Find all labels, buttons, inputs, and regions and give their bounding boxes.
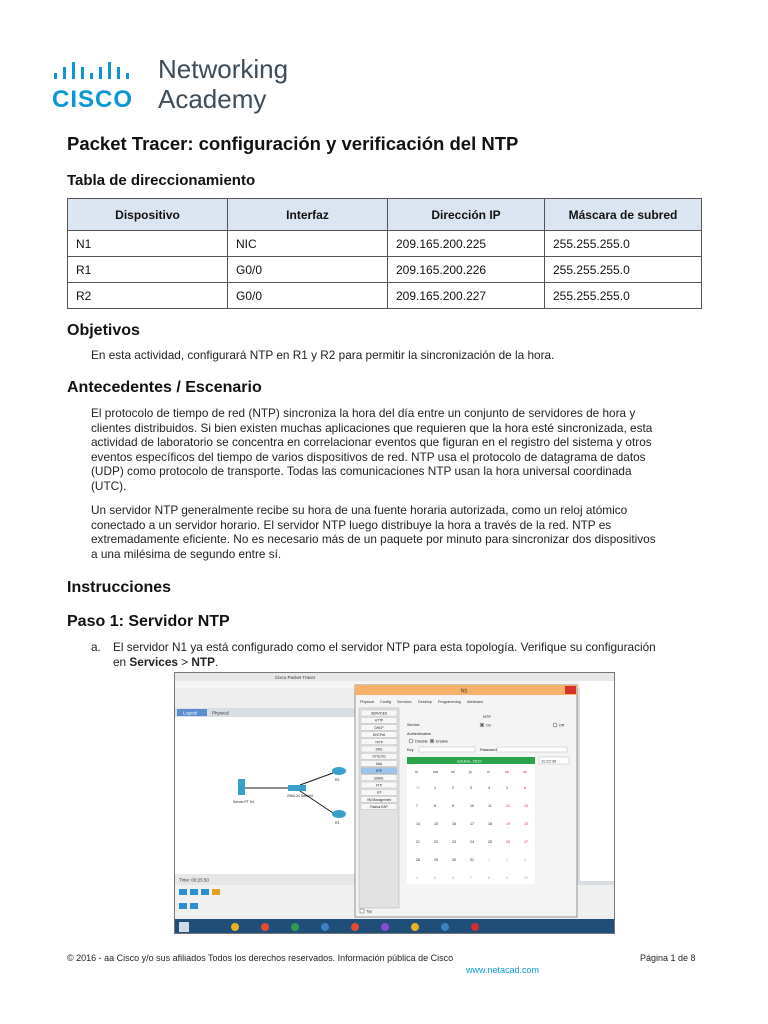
auth-enable-dot	[431, 740, 433, 742]
service-item-label: DHCPv6	[372, 733, 386, 738]
objectives-text: En esta actividad, configurará NTP en R1 y R2 para permitir la sincronización de la hora.	[91, 348, 555, 362]
calendar-day[interactable]: 12	[506, 804, 510, 808]
table-cell: G0/0	[228, 283, 388, 309]
table-cell: 209.165.200.225	[388, 231, 545, 257]
ntp-label: NTP	[483, 714, 491, 719]
tab-attributes[interactable]: Attributes	[467, 700, 484, 704]
weekday-label: vi	[487, 770, 490, 774]
service-item-label: NTP	[375, 769, 383, 774]
calendar-day[interactable]: 8	[488, 876, 490, 880]
service-item-label: EMAIL	[374, 776, 384, 781]
service-item-label: IoT	[376, 790, 382, 795]
service-item-label: FTP	[375, 783, 383, 788]
service-item-label: SYSLOG	[372, 754, 386, 759]
table-cell: 255.255.255.0	[545, 283, 702, 309]
weekday-label: lu	[415, 770, 418, 774]
col-header: Máscara de subred	[545, 199, 702, 231]
table-row	[68, 231, 702, 257]
auth-enable-label: Enable	[436, 739, 448, 744]
footer-copyright: © 2016 - aa Cisco y/o sus afiliados Todos los derechos reservados. Información pública de Cisco	[67, 953, 454, 963]
ntp-emphasis: NTP	[191, 655, 216, 669]
server-icon[interactable]	[238, 779, 245, 795]
n1-title: N1	[461, 688, 468, 695]
calendar-day[interactable]: 17	[470, 822, 474, 826]
calendar-day[interactable]: 1	[434, 786, 436, 790]
key-label: Key	[407, 748, 414, 752]
instructions-heading: Instrucciones	[67, 579, 172, 596]
palette-hub-icon[interactable]	[201, 889, 209, 895]
background-paragraph-2	[91, 503, 706, 561]
item-text	[113, 640, 708, 670]
calendar-day[interactable]: 19	[506, 822, 510, 826]
table-cell: 209.165.200.227	[388, 283, 545, 309]
calendar-day[interactable]: 13	[524, 804, 528, 808]
text-prefix: en	[113, 655, 130, 669]
service-item-label: AAA	[375, 761, 383, 766]
tab-desktop[interactable]: Desktop	[418, 700, 432, 704]
tab-services[interactable]: Services	[397, 700, 412, 704]
auth-disable-radio[interactable]	[409, 739, 413, 743]
calendar-day[interactable]: 24	[470, 840, 474, 844]
r2-label: R2	[335, 778, 340, 782]
taskbar-app-icon[interactable]	[381, 923, 389, 931]
text-line: (UTC).	[91, 478, 127, 493]
addressing-table	[67, 198, 702, 309]
table-cell: 255.255.255.0	[545, 257, 702, 283]
page-title: Packet Tracer: configuración y verificación del NTP	[67, 133, 519, 154]
password-input[interactable]	[497, 747, 567, 752]
table-cell: R1	[68, 257, 228, 283]
taskbar-app-icon[interactable]	[411, 923, 419, 931]
calendar-day[interactable]: 10	[524, 876, 528, 880]
taskbar-app-icon[interactable]	[321, 923, 329, 931]
weekday-label: mi	[451, 770, 455, 774]
text-line: eventos específicos del tiempo de varios dispositivos de red. NTP usa el protocolo de datagrama de datos	[91, 449, 646, 464]
tab-config[interactable]: Config	[380, 700, 391, 704]
logo-networking: Networking	[158, 54, 289, 84]
text-line: (UDP) como protocolo de transporte. Todas las comunicaciones NTP usan la hora universal coordinada	[91, 464, 632, 479]
calendar-day[interactable]: 15	[434, 822, 438, 826]
r1-label: R1	[335, 821, 340, 825]
service-item-label: SERVICES	[370, 711, 388, 716]
objectives-heading: Objetivos	[67, 322, 140, 339]
calendar-day[interactable]: 30	[416, 786, 420, 790]
switch-icon[interactable]	[288, 785, 306, 791]
router-r1-icon[interactable]	[332, 810, 346, 818]
cisco-wordmark: CISCO	[52, 86, 134, 113]
taskbar-app-icon[interactable]	[441, 923, 449, 931]
col-header: Dirección IP	[388, 199, 545, 231]
weekday-label: ju	[469, 770, 472, 774]
table-cell: G0/0	[228, 257, 388, 283]
top-label: Top	[366, 909, 373, 914]
calendar-day[interactable]: 23	[452, 840, 456, 844]
service-item-label: Radius EAP	[370, 805, 388, 810]
calendar-day[interactable]: 6	[452, 876, 454, 880]
taskbar-app-icon[interactable]	[231, 923, 239, 931]
switch-label: 2960-24 Switch0	[287, 794, 314, 798]
col-header: Dispositivo	[68, 199, 228, 231]
time-label: Time: 00:25:50	[179, 877, 209, 883]
service-on-dot	[481, 724, 483, 726]
weekday-label: do	[523, 770, 527, 774]
footer-page: Página 1 de 8	[640, 953, 696, 963]
text-line: conectado a un servidor horario. El servidor NTP luego distribuye la hora a través de la red. NTP es	[91, 517, 612, 532]
text-line: extremadamente eficiente. No es necesario más de un paquete por minuto para sincronizar dos dispositivos	[91, 532, 656, 547]
service-item-label: DHCP	[374, 725, 384, 730]
pt-title: Cisco Packet Tracer	[275, 675, 316, 680]
table-cell: 209.165.200.226	[388, 257, 545, 283]
calendar-day[interactable]: 31	[470, 858, 474, 862]
server-label: Server-PT N1	[233, 800, 255, 804]
palette-laptop-icon[interactable]	[190, 903, 198, 909]
service-off-radio[interactable]	[553, 723, 557, 727]
auth-disable-label: Disable	[415, 739, 428, 744]
text-line: actividad de laboratorio se concentra en correlacionar eventos que figuran en el registro del sistema y otros	[91, 435, 652, 450]
service-item-label: TFTP	[375, 740, 383, 745]
table-row	[68, 257, 702, 283]
cisco-bars-icon	[52, 62, 152, 84]
pt-workspace	[175, 717, 355, 874]
calendar-day[interactable]: 5	[434, 876, 436, 880]
calendar-day[interactable]: 11	[488, 804, 492, 808]
calendar-day[interactable]: 20	[524, 822, 528, 826]
service-item-label: VM Management	[366, 797, 392, 802]
router-r2-icon[interactable]	[332, 767, 346, 775]
calendar-day[interactable]: 14	[416, 822, 420, 826]
calendar-day[interactable]: 18	[488, 822, 492, 826]
calendar-day[interactable]: 4	[488, 786, 490, 790]
table-cell: N1	[68, 231, 228, 257]
calendar-day[interactable]: 16	[452, 822, 456, 826]
text-sep: >	[177, 655, 192, 669]
calendar-day[interactable]: 7	[470, 876, 472, 880]
pt-titlebar	[175, 673, 615, 681]
pt-toolbar-2	[175, 698, 355, 708]
calendar-day[interactable]: 2	[506, 858, 508, 862]
addressing-heading: Tabla de direccionamiento	[67, 172, 256, 189]
background-heading: Antecedentes / Escenario	[67, 379, 262, 396]
calendar-day[interactable]: 9	[506, 876, 508, 880]
auth-label: Authentication	[407, 732, 432, 736]
calendar-day[interactable]: 27	[524, 840, 528, 844]
password-label: Password	[480, 748, 497, 752]
text-line: a una milésima de segundo entre sí.	[91, 546, 282, 561]
calendar-day[interactable]: 6	[524, 786, 526, 790]
text-end: .	[215, 655, 219, 669]
service-off-label: Off	[559, 723, 564, 728]
calendar-day[interactable]: 3	[524, 858, 526, 862]
physical-label: Physical	[212, 710, 229, 716]
calendar-day[interactable]: 7	[416, 804, 418, 808]
calendar-day[interactable]: 8	[434, 804, 436, 808]
top-checkbox[interactable]	[360, 909, 364, 913]
calendar-day[interactable]: 28	[416, 858, 420, 862]
weekday-label: ma	[433, 770, 438, 774]
taskbar-app-icon[interactable]	[291, 923, 299, 931]
pt-toolbar	[175, 688, 355, 698]
calendar-day[interactable]: 1	[488, 858, 490, 862]
palette-pc-icon[interactable]	[179, 903, 187, 909]
calendar-day[interactable]: 9	[452, 804, 454, 808]
calendar-day[interactable]: 21	[416, 840, 420, 844]
service-on-label: On	[486, 723, 492, 728]
calendar-day[interactable]: 29	[434, 858, 438, 862]
palette-router-icon[interactable]	[179, 889, 187, 895]
calendar-day[interactable]: 5	[506, 786, 508, 790]
calendar-month: octubre, 2019	[457, 758, 482, 764]
windows-taskbar	[175, 919, 615, 934]
logo-academy: Academy	[158, 84, 267, 114]
col-header: Interfaz	[228, 199, 388, 231]
clock-value: 11:22:39	[541, 758, 557, 764]
table-header-row	[68, 199, 702, 231]
logical-label: Logical	[183, 710, 198, 716]
start-icon[interactable]	[179, 922, 189, 932]
text-line: El servidor N1 ya está configurado como el servidor NTP para esta topología. Verifique su configuración	[113, 640, 656, 654]
text-line: Un servidor NTP generalmente recibe su hora de una fuente horaria autorizada, como un reloj atómico	[91, 503, 628, 517]
tab-programming[interactable]: Programming	[438, 700, 461, 704]
text-line	[113, 655, 708, 670]
calendar-day[interactable]: 3	[470, 786, 472, 790]
cisco-logo	[52, 56, 312, 118]
footer-url[interactable]: www.netacad.com	[466, 965, 540, 975]
table-cell: 255.255.255.0	[545, 231, 702, 257]
background-document	[580, 681, 615, 881]
service-label: Service	[407, 723, 420, 727]
table-cell: NIC	[228, 231, 388, 257]
palette-switch-icon[interactable]	[190, 889, 198, 895]
weekday-label: sá	[505, 770, 509, 774]
calendar-day[interactable]: 26	[506, 840, 510, 844]
table-cell: R2	[68, 283, 228, 309]
tab-physical[interactable]: Physical	[360, 700, 375, 704]
key-input[interactable]	[419, 747, 475, 752]
table-row	[68, 283, 702, 309]
calendar-day[interactable]: 30	[452, 858, 456, 862]
calendar-day[interactable]: 25	[488, 840, 492, 844]
palette-wireless-icon[interactable]	[212, 889, 220, 895]
calendar-day[interactable]: 22	[434, 840, 438, 844]
background-paragraph-1	[91, 406, 706, 494]
taskbar-app-icon[interactable]	[471, 923, 479, 931]
close-icon[interactable]	[565, 686, 576, 694]
calendar-day[interactable]: 10	[470, 804, 474, 808]
taskbar-app-icon[interactable]	[351, 923, 359, 931]
calendar-day[interactable]: 2	[452, 786, 454, 790]
text-line: clientes distribuidos. Si bien existen muchas aplicaciones que requieren que la hora esté sincronizada, esta	[91, 420, 653, 435]
step1-heading: Paso 1: Servidor NTP	[67, 613, 230, 630]
calendar-day[interactable]: 4	[416, 876, 418, 880]
item-label: a.	[91, 640, 101, 654]
packet-tracer-screenshot	[174, 672, 615, 934]
service-item-label: HTTP	[374, 718, 384, 723]
service-item-label: DNS	[375, 747, 383, 752]
taskbar-app-icon[interactable]	[261, 923, 269, 931]
services-emphasis: Services	[129, 655, 178, 669]
text-line: El protocolo de tiempo de red (NTP) sincroniza la hora del día entre un conjunto de servidores de hora y	[91, 406, 636, 420]
pt-figure	[175, 673, 615, 934]
